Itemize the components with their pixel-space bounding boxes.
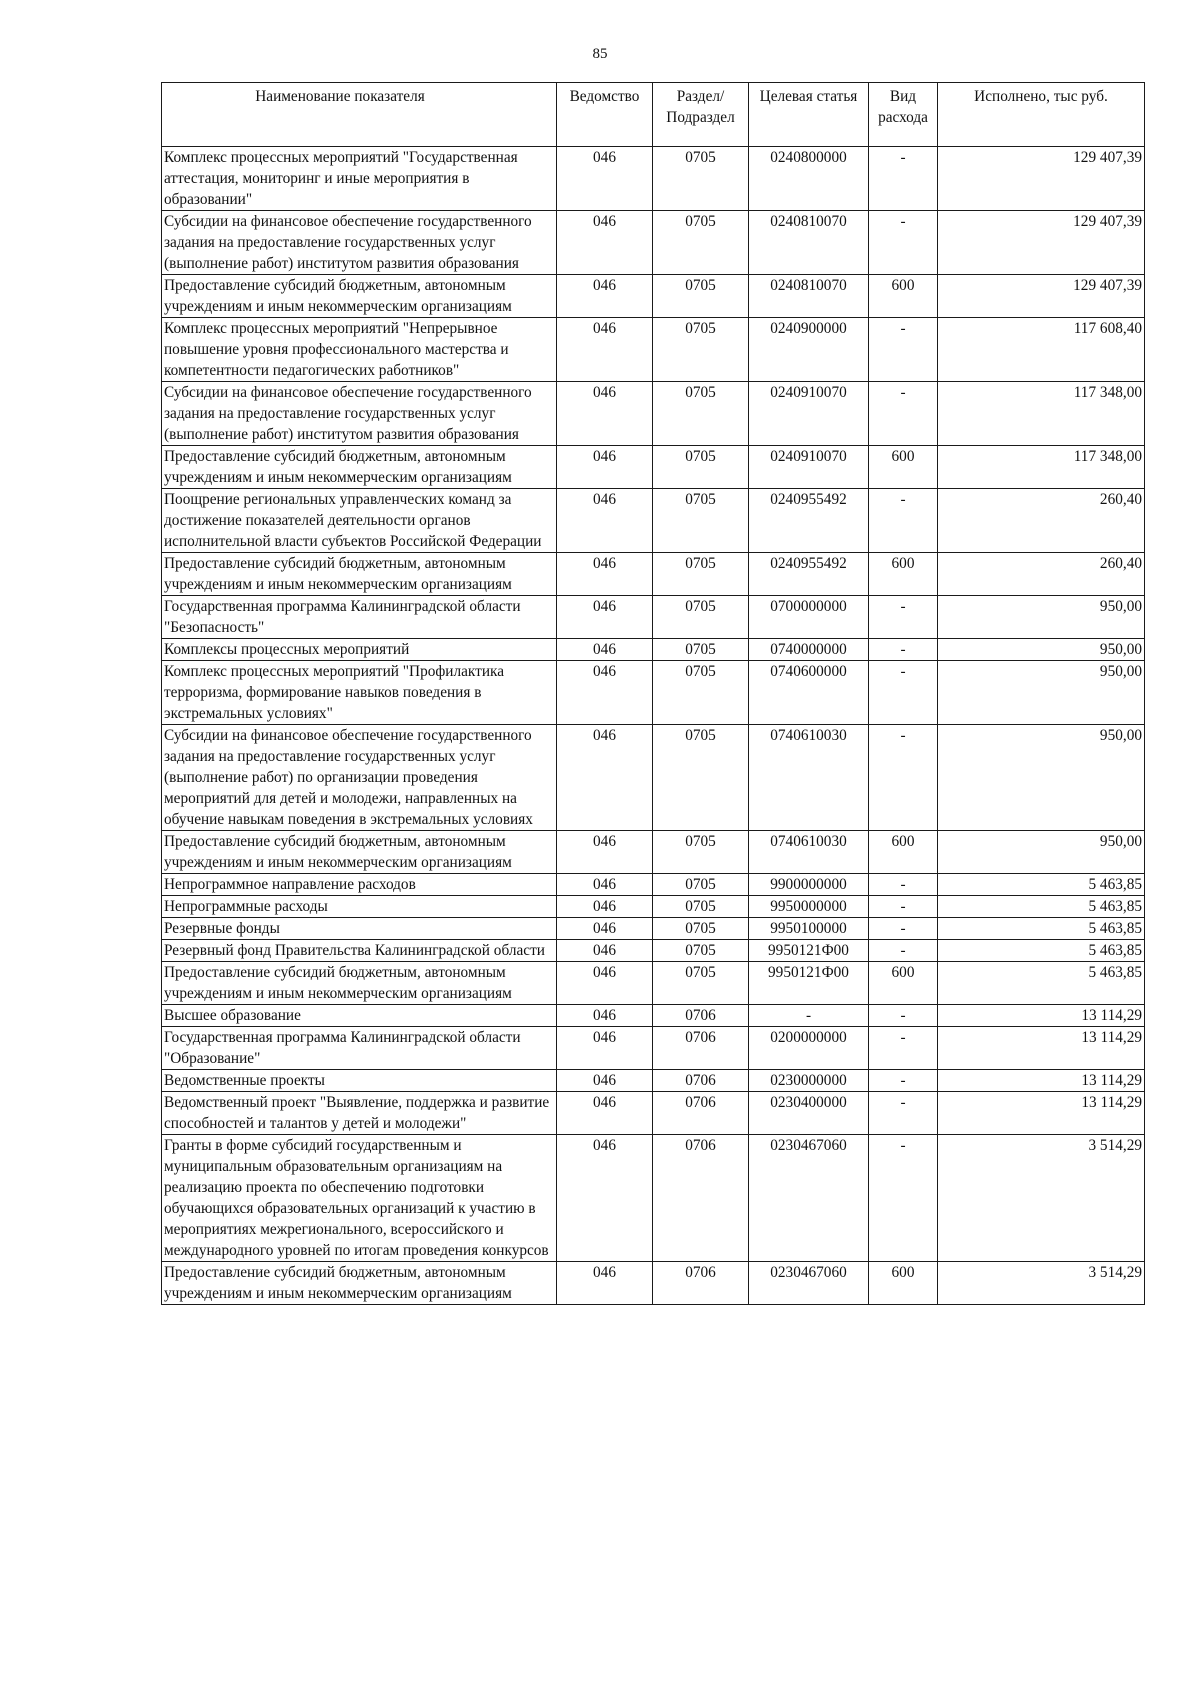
expense-type-cell: - bbox=[869, 918, 938, 940]
section-cell: 0706 bbox=[653, 1262, 749, 1305]
indicator-name-cell: Предоставление субсидий бюджетным, автономным учреждениям и иным некоммерческим организациям bbox=[162, 831, 557, 874]
expense-type-cell: - bbox=[869, 318, 938, 382]
amount-cell: 260,40 bbox=[938, 489, 1145, 553]
target-article-cell: 0230400000 bbox=[749, 1092, 869, 1135]
department-cell: 046 bbox=[557, 918, 653, 940]
indicator-name-cell: Предоставление субсидий бюджетным, автономным учреждениям и иным некоммерческим организациям bbox=[162, 1262, 557, 1305]
indicator-name-cell: Высшее образование bbox=[162, 1005, 557, 1027]
indicator-name-cell: Субсидии на финансовое обеспечение государственного задания на предоставление государственных услуг (выполнение работ) по организации проведения мероприятий для детей и молодежи, направленных на обучение навыкам поведения в экстремальных условиях bbox=[162, 725, 557, 831]
section-cell: 0705 bbox=[653, 211, 749, 275]
section-cell: 0705 bbox=[653, 553, 749, 596]
table-header bbox=[162, 83, 1145, 147]
indicator-name-cell: Субсидии на финансовое обеспечение государственного задания на предоставление государственных услуг (выполнение работ) институтом развития образования bbox=[162, 211, 557, 275]
department-cell: 046 bbox=[557, 446, 653, 489]
indicator-name-cell: Непрограммное направление расходов bbox=[162, 874, 557, 896]
section-cell: 0705 bbox=[653, 725, 749, 831]
expense-type-cell: 600 bbox=[869, 275, 938, 318]
table-row bbox=[162, 1262, 1145, 1305]
section-cell: 0705 bbox=[653, 596, 749, 639]
target-article-cell: 0240810070 bbox=[749, 275, 869, 318]
indicator-name-cell: Комплекс процессных мероприятий "Профилактика терроризма, формирование навыков поведения в экстремальных условиях" bbox=[162, 661, 557, 725]
section-cell: 0705 bbox=[653, 874, 749, 896]
section-cell: 0706 bbox=[653, 1135, 749, 1262]
target-article-cell: 0240955492 bbox=[749, 489, 869, 553]
target-article-cell: 9950100000 bbox=[749, 918, 869, 940]
amount-cell: 5 463,85 bbox=[938, 874, 1145, 896]
table-row bbox=[162, 147, 1145, 211]
department-cell: 046 bbox=[557, 940, 653, 962]
expense-type-cell: - bbox=[869, 211, 938, 275]
section-cell: 0705 bbox=[653, 318, 749, 382]
amount-cell: 3 514,29 bbox=[938, 1135, 1145, 1262]
section-cell: 0705 bbox=[653, 382, 749, 446]
table-row bbox=[162, 446, 1145, 489]
table-row bbox=[162, 1135, 1145, 1262]
expense-type-cell: 600 bbox=[869, 831, 938, 874]
amount-cell: 950,00 bbox=[938, 596, 1145, 639]
target-article-cell: 0230000000 bbox=[749, 1070, 869, 1092]
indicator-name-cell: Предоставление субсидий бюджетным, автономным учреждениям и иным некоммерческим организациям bbox=[162, 446, 557, 489]
expense-type-cell: - bbox=[869, 1027, 938, 1070]
target-article-cell: 9950000000 bbox=[749, 896, 869, 918]
expense-type-cell: - bbox=[869, 1070, 938, 1092]
department-cell: 046 bbox=[557, 1027, 653, 1070]
section-cell: 0705 bbox=[653, 489, 749, 553]
department-cell: 046 bbox=[557, 147, 653, 211]
amount-cell: 5 463,85 bbox=[938, 918, 1145, 940]
indicator-name-cell: Государственная программа Калининградской области "Безопасность" bbox=[162, 596, 557, 639]
department-cell: 046 bbox=[557, 962, 653, 1005]
table-row bbox=[162, 896, 1145, 918]
department-cell: 046 bbox=[557, 318, 653, 382]
indicator-name-cell: Ведомственный проект "Выявление, поддержка и развитие способностей и талантов у детей и молодежи" bbox=[162, 1092, 557, 1135]
expense-type-cell: - bbox=[869, 639, 938, 661]
indicator-name-cell: Резервные фонды bbox=[162, 918, 557, 940]
amount-cell: 117 348,00 bbox=[938, 382, 1145, 446]
section-cell: 0705 bbox=[653, 962, 749, 1005]
amount-cell: 117 608,40 bbox=[938, 318, 1145, 382]
department-cell: 046 bbox=[557, 874, 653, 896]
target-article-cell: 0240910070 bbox=[749, 382, 869, 446]
indicator-name-cell: Комплексы процессных мероприятий bbox=[162, 639, 557, 661]
expense-type-cell: - bbox=[869, 874, 938, 896]
table-row bbox=[162, 275, 1145, 318]
section-cell: 0706 bbox=[653, 1092, 749, 1135]
table-row bbox=[162, 1092, 1145, 1135]
expense-type-cell: 600 bbox=[869, 553, 938, 596]
table-row bbox=[162, 874, 1145, 896]
section-cell: 0705 bbox=[653, 639, 749, 661]
expense-type-cell: 600 bbox=[869, 1262, 938, 1305]
table-row bbox=[162, 382, 1145, 446]
target-article-cell: - bbox=[749, 1005, 869, 1027]
table-row bbox=[162, 1070, 1145, 1092]
indicator-name-cell: Поощрение региональных управленческих команд за достижение показателей деятельности органов исполнительной власти субъектов Российской Федерации bbox=[162, 489, 557, 553]
table-row bbox=[162, 725, 1145, 831]
target-article-cell: 0700000000 bbox=[749, 596, 869, 639]
table-row bbox=[162, 661, 1145, 725]
indicator-name-cell: Непрограммные расходы bbox=[162, 896, 557, 918]
amount-cell: 5 463,85 bbox=[938, 940, 1145, 962]
indicator-name-cell: Комплекс процессных мероприятий "Государственная аттестация, мониторинг и иные мероприятия в образовании" bbox=[162, 147, 557, 211]
amount-cell: 13 114,29 bbox=[938, 1027, 1145, 1070]
department-cell: 046 bbox=[557, 382, 653, 446]
section-cell: 0705 bbox=[653, 831, 749, 874]
department-cell: 046 bbox=[557, 639, 653, 661]
expense-type-cell: 600 bbox=[869, 962, 938, 1005]
target-article-cell: 9950121Ф00 bbox=[749, 962, 869, 1005]
section-cell: 0705 bbox=[653, 147, 749, 211]
department-cell: 046 bbox=[557, 725, 653, 831]
amount-cell: 129 407,39 bbox=[938, 147, 1145, 211]
expense-type-cell: - bbox=[869, 1135, 938, 1262]
expense-type-cell: - bbox=[869, 596, 938, 639]
table-row bbox=[162, 596, 1145, 639]
section-cell: 0706 bbox=[653, 1027, 749, 1070]
target-article-cell: 0240900000 bbox=[749, 318, 869, 382]
department-cell: 046 bbox=[557, 1092, 653, 1135]
table-row bbox=[162, 940, 1145, 962]
target-article-cell: 0740610030 bbox=[749, 725, 869, 831]
header-section: Раздел/ Подраздел bbox=[653, 83, 749, 147]
expense-type-cell: - bbox=[869, 147, 938, 211]
indicator-name-cell: Комплекс процессных мероприятий "Непрерывное повышение уровня профессионального мастерства и компетентности педагогических работников" bbox=[162, 318, 557, 382]
target-article-cell: 0240910070 bbox=[749, 446, 869, 489]
target-article-cell: 0200000000 bbox=[749, 1027, 869, 1070]
section-cell: 0706 bbox=[653, 1005, 749, 1027]
amount-cell: 13 114,29 bbox=[938, 1092, 1145, 1135]
amount-cell: 950,00 bbox=[938, 661, 1145, 725]
department-cell: 046 bbox=[557, 661, 653, 725]
section-cell: 0705 bbox=[653, 661, 749, 725]
target-article-cell: 0740600000 bbox=[749, 661, 869, 725]
target-article-cell: 0740610030 bbox=[749, 831, 869, 874]
amount-cell: 129 407,39 bbox=[938, 275, 1145, 318]
department-cell: 046 bbox=[557, 553, 653, 596]
target-article-cell: 0240955492 bbox=[749, 553, 869, 596]
department-cell: 046 bbox=[557, 831, 653, 874]
indicator-name-cell: Субсидии на финансовое обеспечение государственного задания на предоставление государственных услуг (выполнение работ) институтом развития образования bbox=[162, 382, 557, 446]
target-article-cell: 9900000000 bbox=[749, 874, 869, 896]
section-cell: 0705 bbox=[653, 918, 749, 940]
table-row bbox=[162, 1027, 1145, 1070]
expense-type-cell: - bbox=[869, 1005, 938, 1027]
section-cell: 0705 bbox=[653, 896, 749, 918]
table-row bbox=[162, 211, 1145, 275]
department-cell: 046 bbox=[557, 1005, 653, 1027]
expense-type-cell: - bbox=[869, 896, 938, 918]
department-cell: 046 bbox=[557, 896, 653, 918]
table-row bbox=[162, 489, 1145, 553]
expense-type-cell: - bbox=[869, 725, 938, 831]
target-article-cell: 0240810070 bbox=[749, 211, 869, 275]
indicator-name-cell: Резервный фонд Правительства Калининградской области bbox=[162, 940, 557, 962]
section-cell: 0705 bbox=[653, 446, 749, 489]
target-article-cell: 9950121Ф00 bbox=[749, 940, 869, 962]
table-row bbox=[162, 318, 1145, 382]
expense-type-cell: - bbox=[869, 661, 938, 725]
indicator-name-cell: Государственная программа Калининградской области "Образование" bbox=[162, 1027, 557, 1070]
department-cell: 046 bbox=[557, 1262, 653, 1305]
indicator-name-cell: Предоставление субсидий бюджетным, автономным учреждениям и иным некоммерческим организациям bbox=[162, 962, 557, 1005]
department-cell: 046 bbox=[557, 489, 653, 553]
section-cell: 0705 bbox=[653, 940, 749, 962]
section-cell: 0705 bbox=[653, 275, 749, 318]
table-row bbox=[162, 918, 1145, 940]
target-article-cell: 0740000000 bbox=[749, 639, 869, 661]
department-cell: 046 bbox=[557, 275, 653, 318]
header-expense-type: Вид расхода bbox=[869, 83, 938, 147]
table-body bbox=[162, 147, 1145, 1305]
indicator-name-cell: Гранты в форме субсидий государственным и муниципальным образовательным организациям на реализацию проекта по обеспечению подготовки обучающихся образовательных организаций к участию в мероприятиях межрегионального, всероссийского и международного уровней по итогам проведения конкурсов bbox=[162, 1135, 557, 1262]
indicator-name-cell: Предоставление субсидий бюджетным, автономным учреждениям и иным некоммерческим организациям bbox=[162, 275, 557, 318]
target-article-cell: 0230467060 bbox=[749, 1135, 869, 1262]
amount-cell: 13 114,29 bbox=[938, 1005, 1145, 1027]
target-article-cell: 0240800000 bbox=[749, 147, 869, 211]
department-cell: 046 bbox=[557, 1070, 653, 1092]
department-cell: 046 bbox=[557, 211, 653, 275]
amount-cell: 5 463,85 bbox=[938, 896, 1145, 918]
amount-cell: 3 514,29 bbox=[938, 1262, 1145, 1305]
indicator-name-cell: Ведомственные проекты bbox=[162, 1070, 557, 1092]
expense-type-cell: - bbox=[869, 1092, 938, 1135]
target-article-cell: 0230467060 bbox=[749, 1262, 869, 1305]
indicator-name-cell: Предоставление субсидий бюджетным, автономным учреждениям и иным некоммерческим организациям bbox=[162, 553, 557, 596]
amount-cell: 13 114,29 bbox=[938, 1070, 1145, 1092]
page-number: 85 bbox=[592, 46, 608, 62]
header-department: Ведомство bbox=[557, 83, 653, 147]
table-row bbox=[162, 1005, 1145, 1027]
expense-type-cell: 600 bbox=[869, 446, 938, 489]
amount-cell: 5 463,85 bbox=[938, 962, 1145, 1005]
budget-execution-table bbox=[161, 82, 1145, 1305]
expense-type-cell: - bbox=[869, 940, 938, 962]
header-indicator-name: Наименование показателя bbox=[162, 83, 557, 147]
amount-cell: 950,00 bbox=[938, 725, 1145, 831]
expense-type-cell: - bbox=[869, 489, 938, 553]
table-row bbox=[162, 831, 1145, 874]
amount-cell: 950,00 bbox=[938, 639, 1145, 661]
header-row bbox=[162, 83, 1145, 147]
expense-type-cell: - bbox=[869, 382, 938, 446]
department-cell: 046 bbox=[557, 1135, 653, 1262]
amount-cell: 117 348,00 bbox=[938, 446, 1145, 489]
header-amount: Исполнено, тыс руб. bbox=[938, 83, 1145, 147]
table-row bbox=[162, 962, 1145, 1005]
table-row bbox=[162, 639, 1145, 661]
amount-cell: 129 407,39 bbox=[938, 211, 1145, 275]
department-cell: 046 bbox=[557, 596, 653, 639]
section-cell: 0706 bbox=[653, 1070, 749, 1092]
amount-cell: 950,00 bbox=[938, 831, 1145, 874]
header-target-article: Целевая статья bbox=[749, 83, 869, 147]
table-row bbox=[162, 553, 1145, 596]
amount-cell: 260,40 bbox=[938, 553, 1145, 596]
